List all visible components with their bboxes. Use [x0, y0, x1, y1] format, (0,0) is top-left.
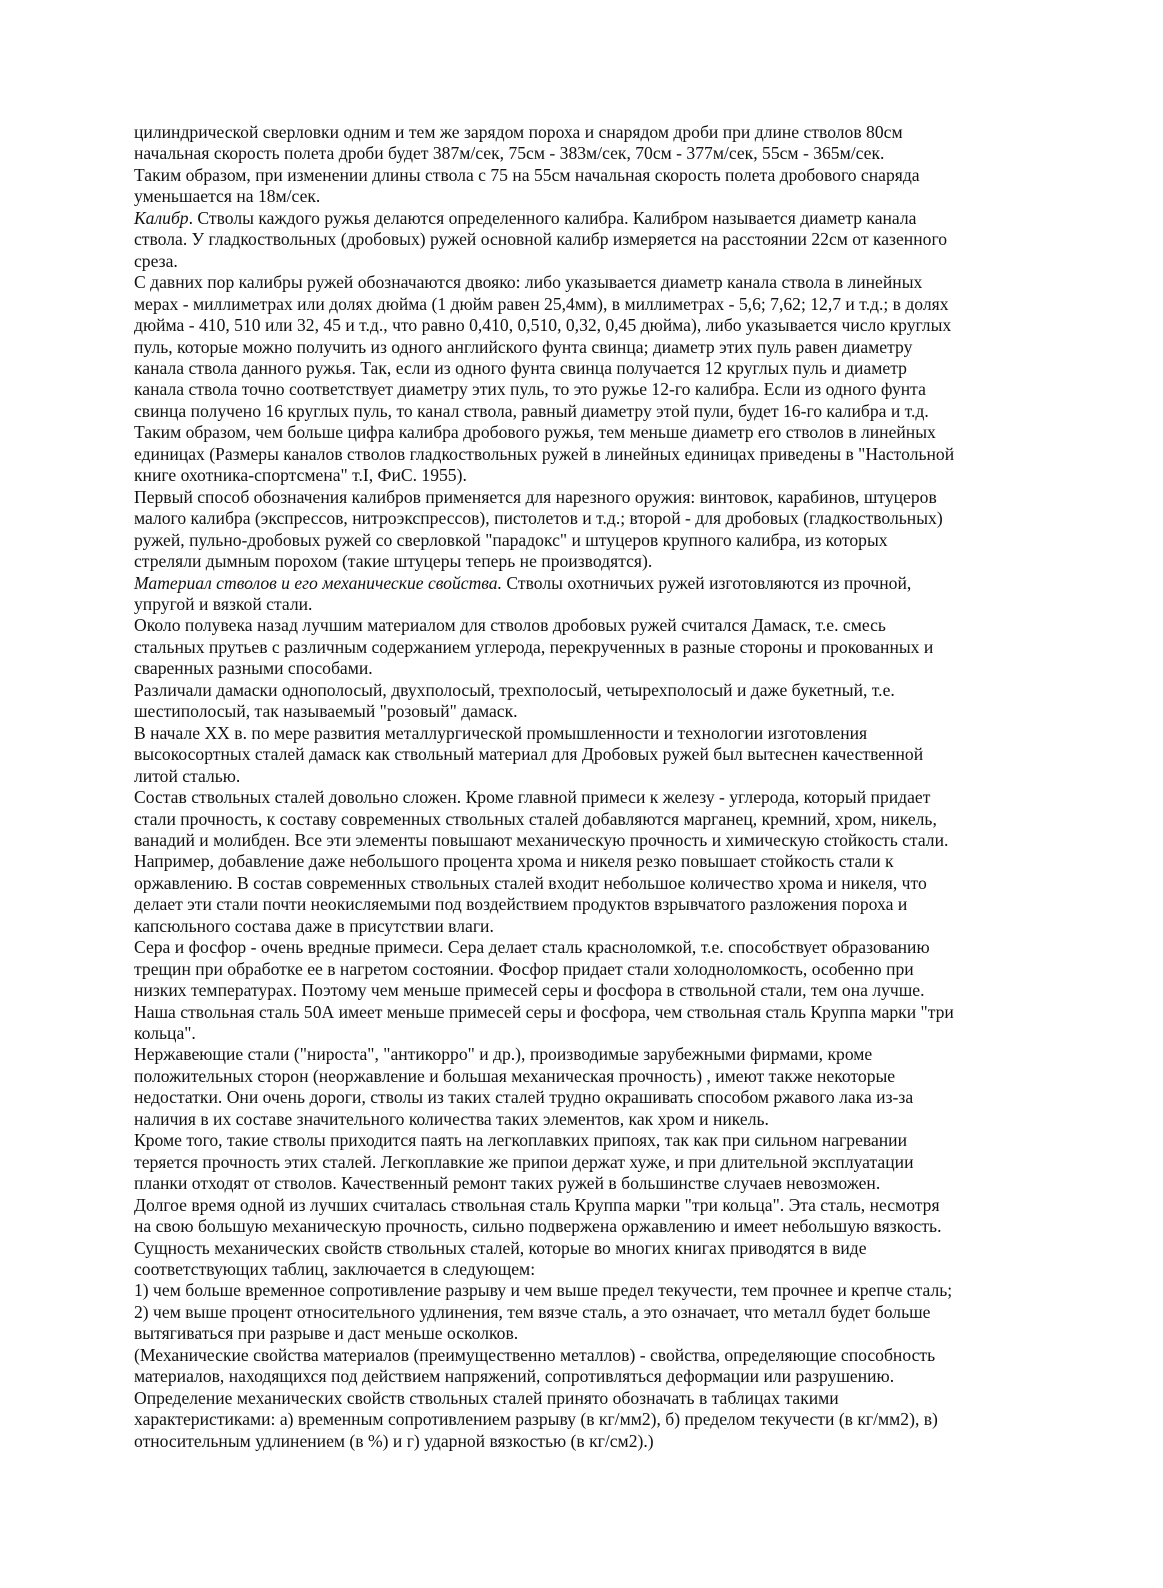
paragraph-10: [134, 723, 1034, 787]
paragraph-text: Состав ствольных сталей довольно сложен. Кроме главной примеси к железу - углерода, который придает стали прочность, к составу современных ствольных сталей добавляются марганец, кремний, хром, никель, ванадий и молибден. Все эти элементы повышают механическую прочность и химическую стойкость стали. Например, добавление даже небольшого процента хрома и никеля резко повышает стойкость стали к оржавлению. В состав современных ствольных сталей входит небольшое количество хрома и никеля, что делает эти стали почти неокисляемыми под воздействием продуктов взрывчатого разложения пороха и капсюльного состава даже в присутствии влаги.: [134, 787, 949, 936]
paragraph-text: Стволы охотничьих ружей изготовляются из прочной, упругой и вязкой стали.: [134, 572, 912, 614]
paragraph-text: Кроме того, такие стволы приходится паять на легкоплавких припоях, так как при сильном нагревании теряется прочность этих сталей. Легкоплавкие же припои держат хуже, и при длительной эксплуатации планки отходят от стволов. Качественный ремонт таких ружей в большинстве случаев невозможен.: [134, 1130, 914, 1194]
paragraph-text: В начале XX в. по мере развития металлургической промышленности и технологии изготовления высокосортных сталей дамаск как ствольный материал для Дробовых ружей был вытеснен качественной литой сталью.: [134, 722, 924, 786]
paragraph-4: [134, 272, 1034, 422]
paragraph-text: Первый способ обозначения калибров применяется для нарезного оружия: винтовок, карабинов, штуцеров малого калибра (экспрессов, нитроэкспрессов), пистолетов и т.д.; второй - для дробовых (гладкоствольных) ружей, пульно-дробовых ружей со сверловкой "парадокс" и штуцеров крупного калибра, из которых стреляли дымным порохом (такие штуцеры теперь не производятся).: [134, 486, 943, 572]
paragraph-9: [134, 680, 1034, 723]
paragraph-text: 2) чем выше процент относительного удлинения, тем вязче сталь, а это означает, что металл будет больше вытягиваться при разрыве и даст меньше осколков.: [134, 1301, 931, 1344]
section-lead-material: Материал стволов и его механические свойства.: [134, 572, 502, 593]
paragraph-text: Различали дамаски однополосый, двухполосый, трехполосый, четырехполосый и даже букетный, т.е. шестиполосый, так называемый "розовый" дамаск.: [134, 679, 895, 722]
paragraph-text: Сера и фосфор - очень вредные примеси. Сера делает сталь красноломкой, т.е. способствует образованию трещин при обработке ее в нагретом состоянии. Фосфор придает стали холодноломкость, особенно при низких температурах. Поэтому чем меньше примесей серы и фосфора в ствольной стали, тем она лучше. Наша ствольная сталь 50А имеет меньше примесей серы и фосфора, чем ствольная сталь Круппа марки "три кольца".: [134, 937, 954, 1044]
paragraph-text: Сущность механических свойств ствольных сталей, которые во многих книгах приводятся в виде соответствующих таблиц, заключается в следующем:: [134, 1237, 867, 1280]
paragraph-text: Долгое время одной из лучших считалась ствольная сталь Круппа марки "три кольца". Эта сталь, несмотря на свою большую механическую прочность, сильно подвержена оржавлению и имеет небольшую вязкость.: [134, 1194, 942, 1237]
paragraph-6: [134, 487, 1034, 573]
paragraph-11: [134, 787, 1034, 937]
list-item-1: [134, 1280, 1034, 1301]
paragraph-12: [134, 937, 1034, 1044]
paragraph-text: 1) чем больше временное сопротивление разрыву и чем выше предел текучести, тем прочнее и крепче сталь;: [134, 1280, 953, 1301]
paragraph-text: Таким образом, при изменении длины ствола с 75 на 55см начальная скорость полета дробового снаряда уменьшается на 18м/сек.: [134, 164, 920, 207]
paragraph-16: [134, 1238, 1034, 1281]
paragraph-15: [134, 1195, 1034, 1238]
document-page: [134, 122, 1034, 1452]
paragraph-material: [134, 573, 1034, 616]
paragraph-text: Около полувека назад лучшим материалом для стволов дробовых ружей считался Дамаск, т.е. смесь стальных прутьев с различным содержанием углерода, перекрученных в разные стороны и прокованных и сваренных разными способами.: [134, 615, 934, 679]
paragraph-5: [134, 422, 1034, 486]
paragraph-20: [134, 1388, 1034, 1452]
paragraph-text: Определение механических свойств ствольных сталей принято обозначать в таблицах такими характеристиками: а) временным сопротивлением разрыву (в кг/мм2), б) пределом текучести (в кг/мм2), в) относительным удлинением (в %) и г) ударной вязкостью (в кг/см2).): [134, 1387, 938, 1451]
paragraph-text: Нержавеющие стали ("нироста", "антикорро" и др.), производимые зарубежными фирмами, кроме положительных сторон (неоржавление и большая механическая прочность) , имеют также некоторые недостатки. Они очень дороги, стволы из таких сталей трудно окрашивать способом ржавого лака из-за наличия в их составе значительного количества таких элементов, как хром и никель.: [134, 1044, 914, 1129]
list-item-2: [134, 1302, 1034, 1345]
paragraph-19: [134, 1345, 1034, 1388]
paragraph-8: [134, 615, 1034, 679]
paragraph-1: [134, 122, 1034, 165]
paragraph-text: цилиндрической сверловки одним и тем же зарядом пороха и снарядом дроби при длине стволов 80см начальная скорость полета дроби будет 387м/сек, 75см - 383м/сек, 70см - 377м/сек, 55см - 365м/сек.: [134, 122, 903, 164]
paragraph-2: [134, 165, 1034, 208]
paragraph-text: Таким образом, чем больше цифра калибра дробового ружья, тем меньше диаметр его стволов в линейных единицах (Размеры каналов стволов гладкоствольных ружей в линейных единицах приведены в "Настольной книге охотника-спортсмена" т.I, ФиС. 1955).: [134, 422, 955, 486]
paragraph-caliber: [134, 208, 1034, 272]
paragraph-text: . Стволы каждого ружья делаются определенного калибра. Калибром называется диаметр канала ствола. У гладкоствольных (дробовых) ружей основной калибр измеряется на расстоянии 22см от казенного среза.: [134, 207, 948, 271]
paragraph-text: С давних пор калибры ружей обозначаются двояко: либо указывается диаметр канала ствола в линейных мерах - миллиметрах или долях дюйма (1 дюйм равен 25,4мм), в миллиметрах - 5,6; 7,62; 12,7 и т.д.; в долях дюйма - 410, 510 или 32, 45 и т.д., что равно 0,410, 0,510, 0,32, 0,45 дюйма), либо указывается число круглых пуль, которые можно получить из одного английского фунта свинца; диаметр этих пуль равен диаметру канала ствола данного ружья. Так, если из одного фунта свинца получается 12 круглых пуль и диаметр канала ствола точно соответствует диаметру этих пуль, то это ружье 12-го калибра. Если из одного фунта свинца получено 16 круглых пуль, то канал ствола, равный диаметру этой пули, будет 16-го калибра и т.д.: [134, 272, 952, 421]
section-lead-caliber: Калибр: [134, 207, 189, 228]
paragraph-text: (Механические свойства материалов (преимущественно металлов) - свойства, определяющие способность материалов, находящихся под действием напряжений, сопротивляться деформации или разрушению.: [134, 1344, 936, 1387]
paragraph-13: [134, 1044, 1034, 1130]
paragraph-14: [134, 1130, 1034, 1194]
